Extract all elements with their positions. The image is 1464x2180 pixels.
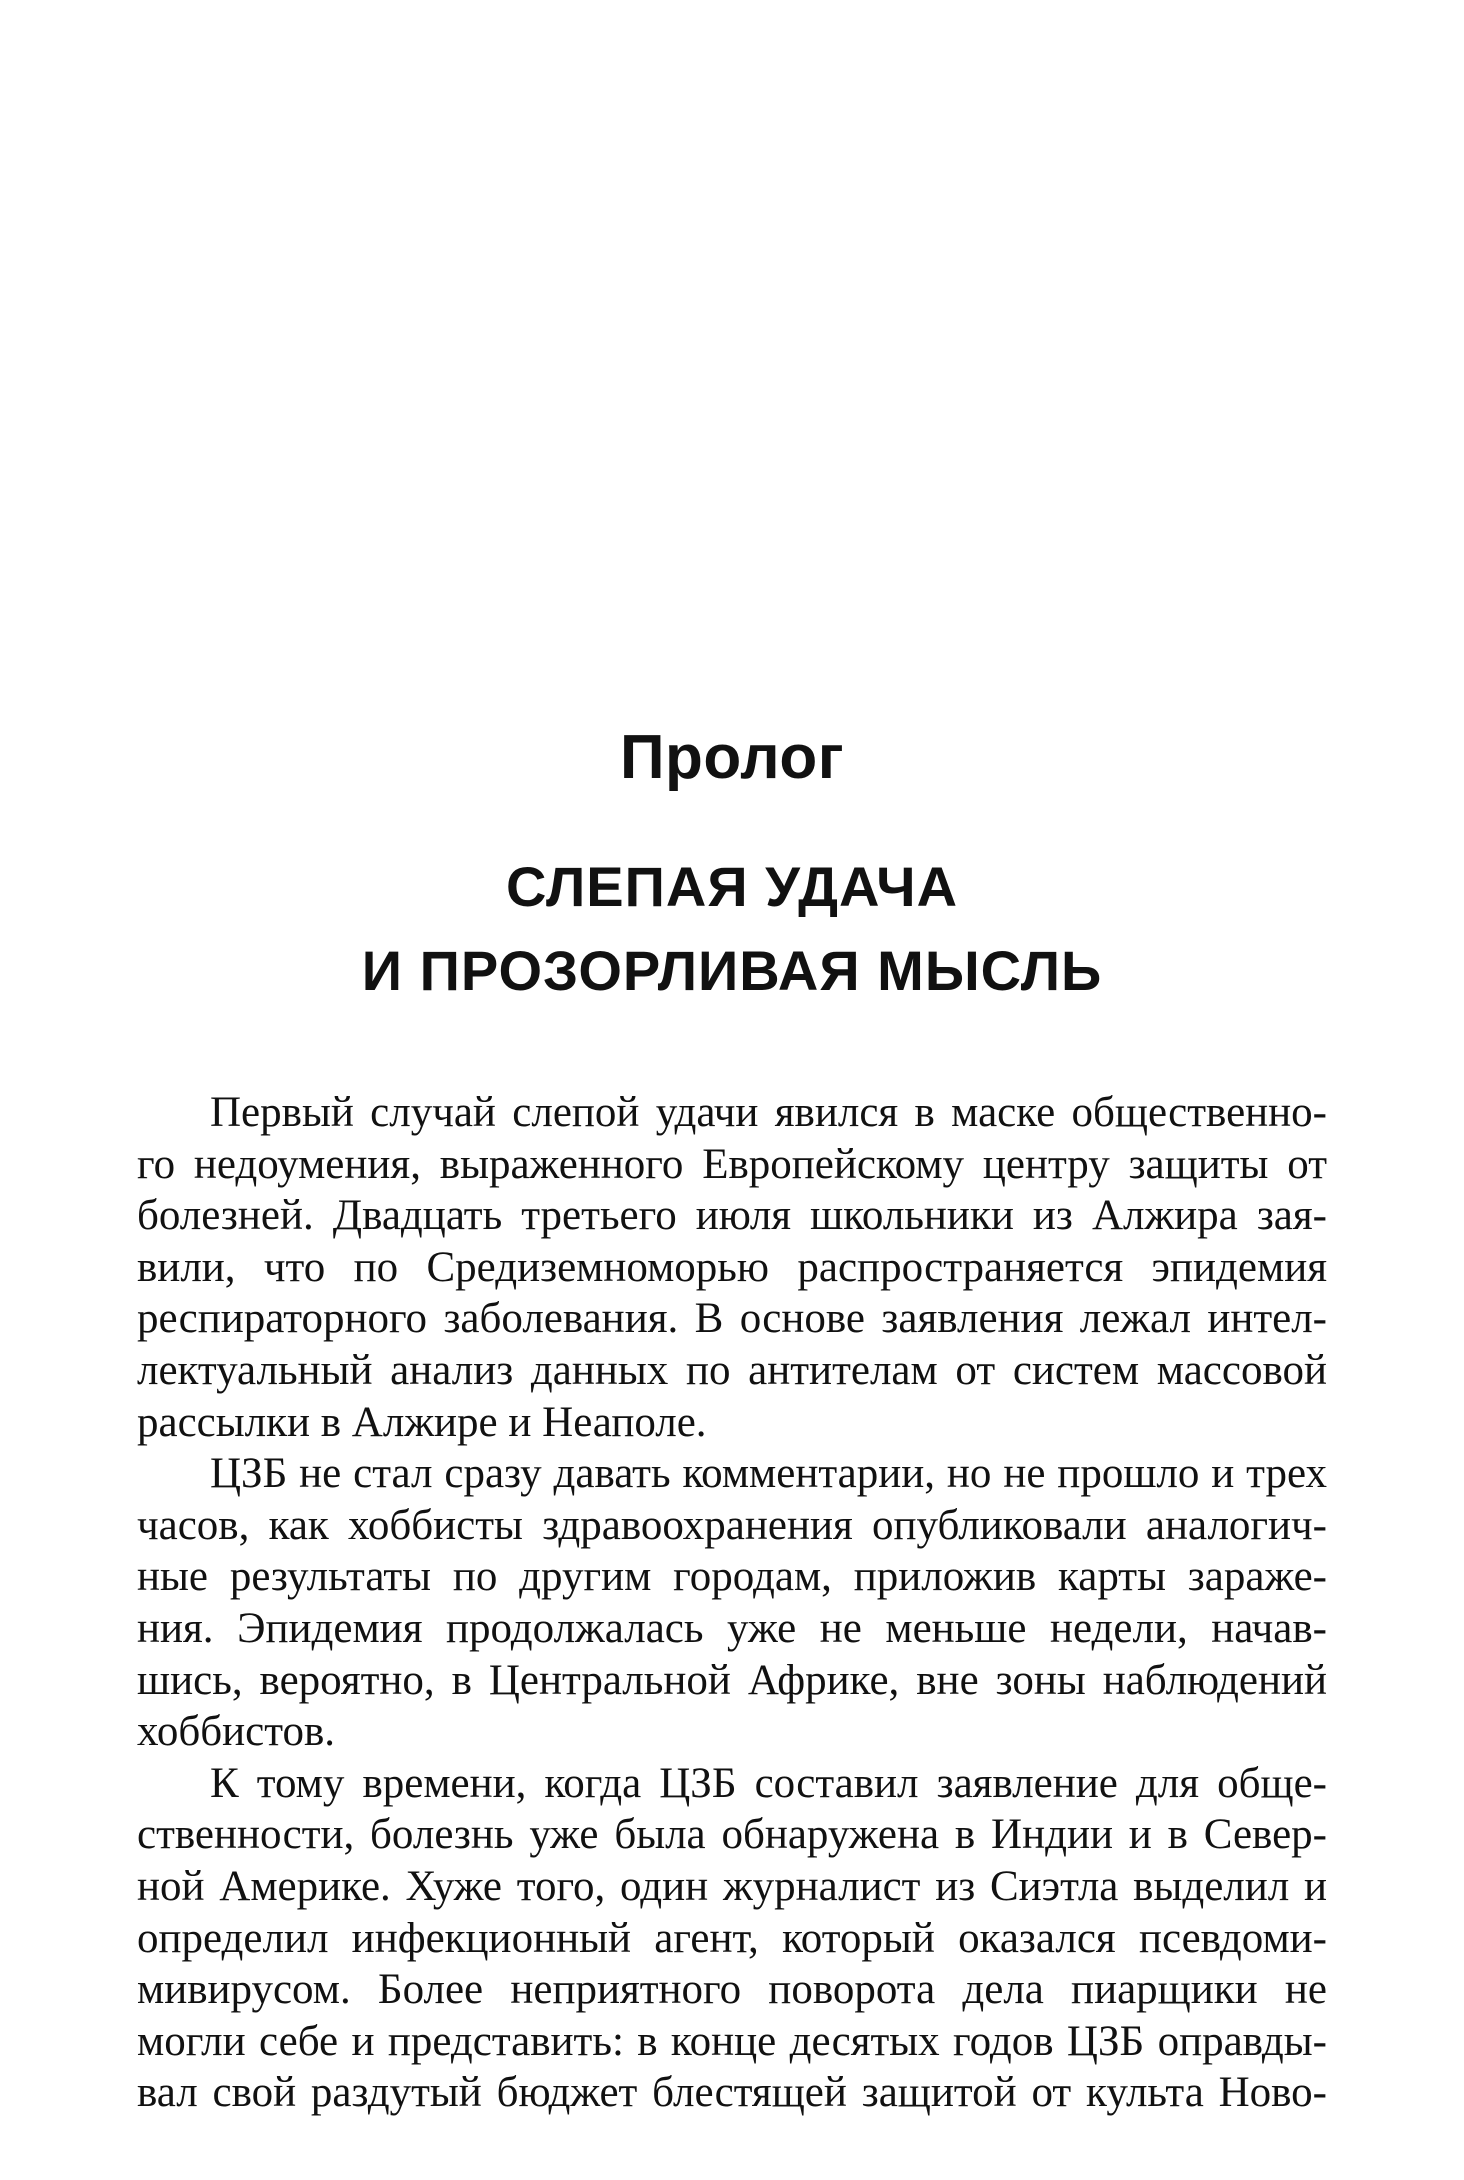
text-line: К тому времени, когда ЦЗБ составил заявление для обще- [210, 1759, 1327, 1807]
text-line: ЦЗБ не стал сразу давать комментарии, но не прошло и трех [210, 1450, 1327, 1498]
text-line: ной Америке. Хуже того, один журналист из Сиэтла выделил и [137, 1862, 1327, 1910]
text-line: ственности, болезнь уже была обнаружена в Индии и в Север- [137, 1811, 1327, 1859]
text-line: вал свой раздутый бюджет блестящей защитой от культа Ново- [137, 2069, 1327, 2117]
chapter-label: Пролог [619, 723, 845, 792]
text-line: могли себе и представить: в конце десятых годов ЦЗБ оправды- [137, 2017, 1327, 2065]
text-line: часов, как хоббисты здравоохранения опубликовали аналогич- [137, 1501, 1327, 1549]
chapter-title-line: И ПРОЗОРЛИВАЯ МЫСЛЬ [361, 939, 1103, 1002]
text-line: лектуальный анализ данных по антителам от систем массовой [137, 1346, 1327, 1394]
text-line: респираторного заболевания. В основе заявления лежал интел- [137, 1295, 1327, 1343]
body-text [137, 1087, 1327, 2119]
text-line: шись, вероятно, в Центральной Африке, вне зоны наблюдений [137, 1656, 1327, 1704]
text-line: рассылки в Алжире и Неаполе. [137, 1398, 707, 1446]
text-line: ные результаты по другим городам, приложив карты зараже- [137, 1553, 1327, 1601]
chapter-title-line: СЛЕПАЯ УДАЧА [505, 855, 959, 918]
text-line: ния. Эпидемия продолжалась уже не меньше недели, начав- [137, 1604, 1327, 1652]
text-line: хоббистов. [137, 1708, 335, 1756]
chapter-title [0, 845, 1464, 1013]
text-line: болезней. Двадцать третьего июля школьники из Алжира зая- [137, 1192, 1327, 1240]
text-line: мивирусом. Более неприятного поворота дела пиарщики не [137, 1966, 1327, 2014]
text-line: Первый случай слепой удачи явился в маске общественно- [210, 1089, 1327, 1136]
text-line: го недоумения, выраженного Европейскому центру защиты от [137, 1140, 1327, 1188]
text-line: определил инфекционный агент, который оказался псевдоми- [137, 1914, 1327, 1962]
text-line: вили, что по Средиземноморью распространяется эпидемия [137, 1243, 1327, 1291]
